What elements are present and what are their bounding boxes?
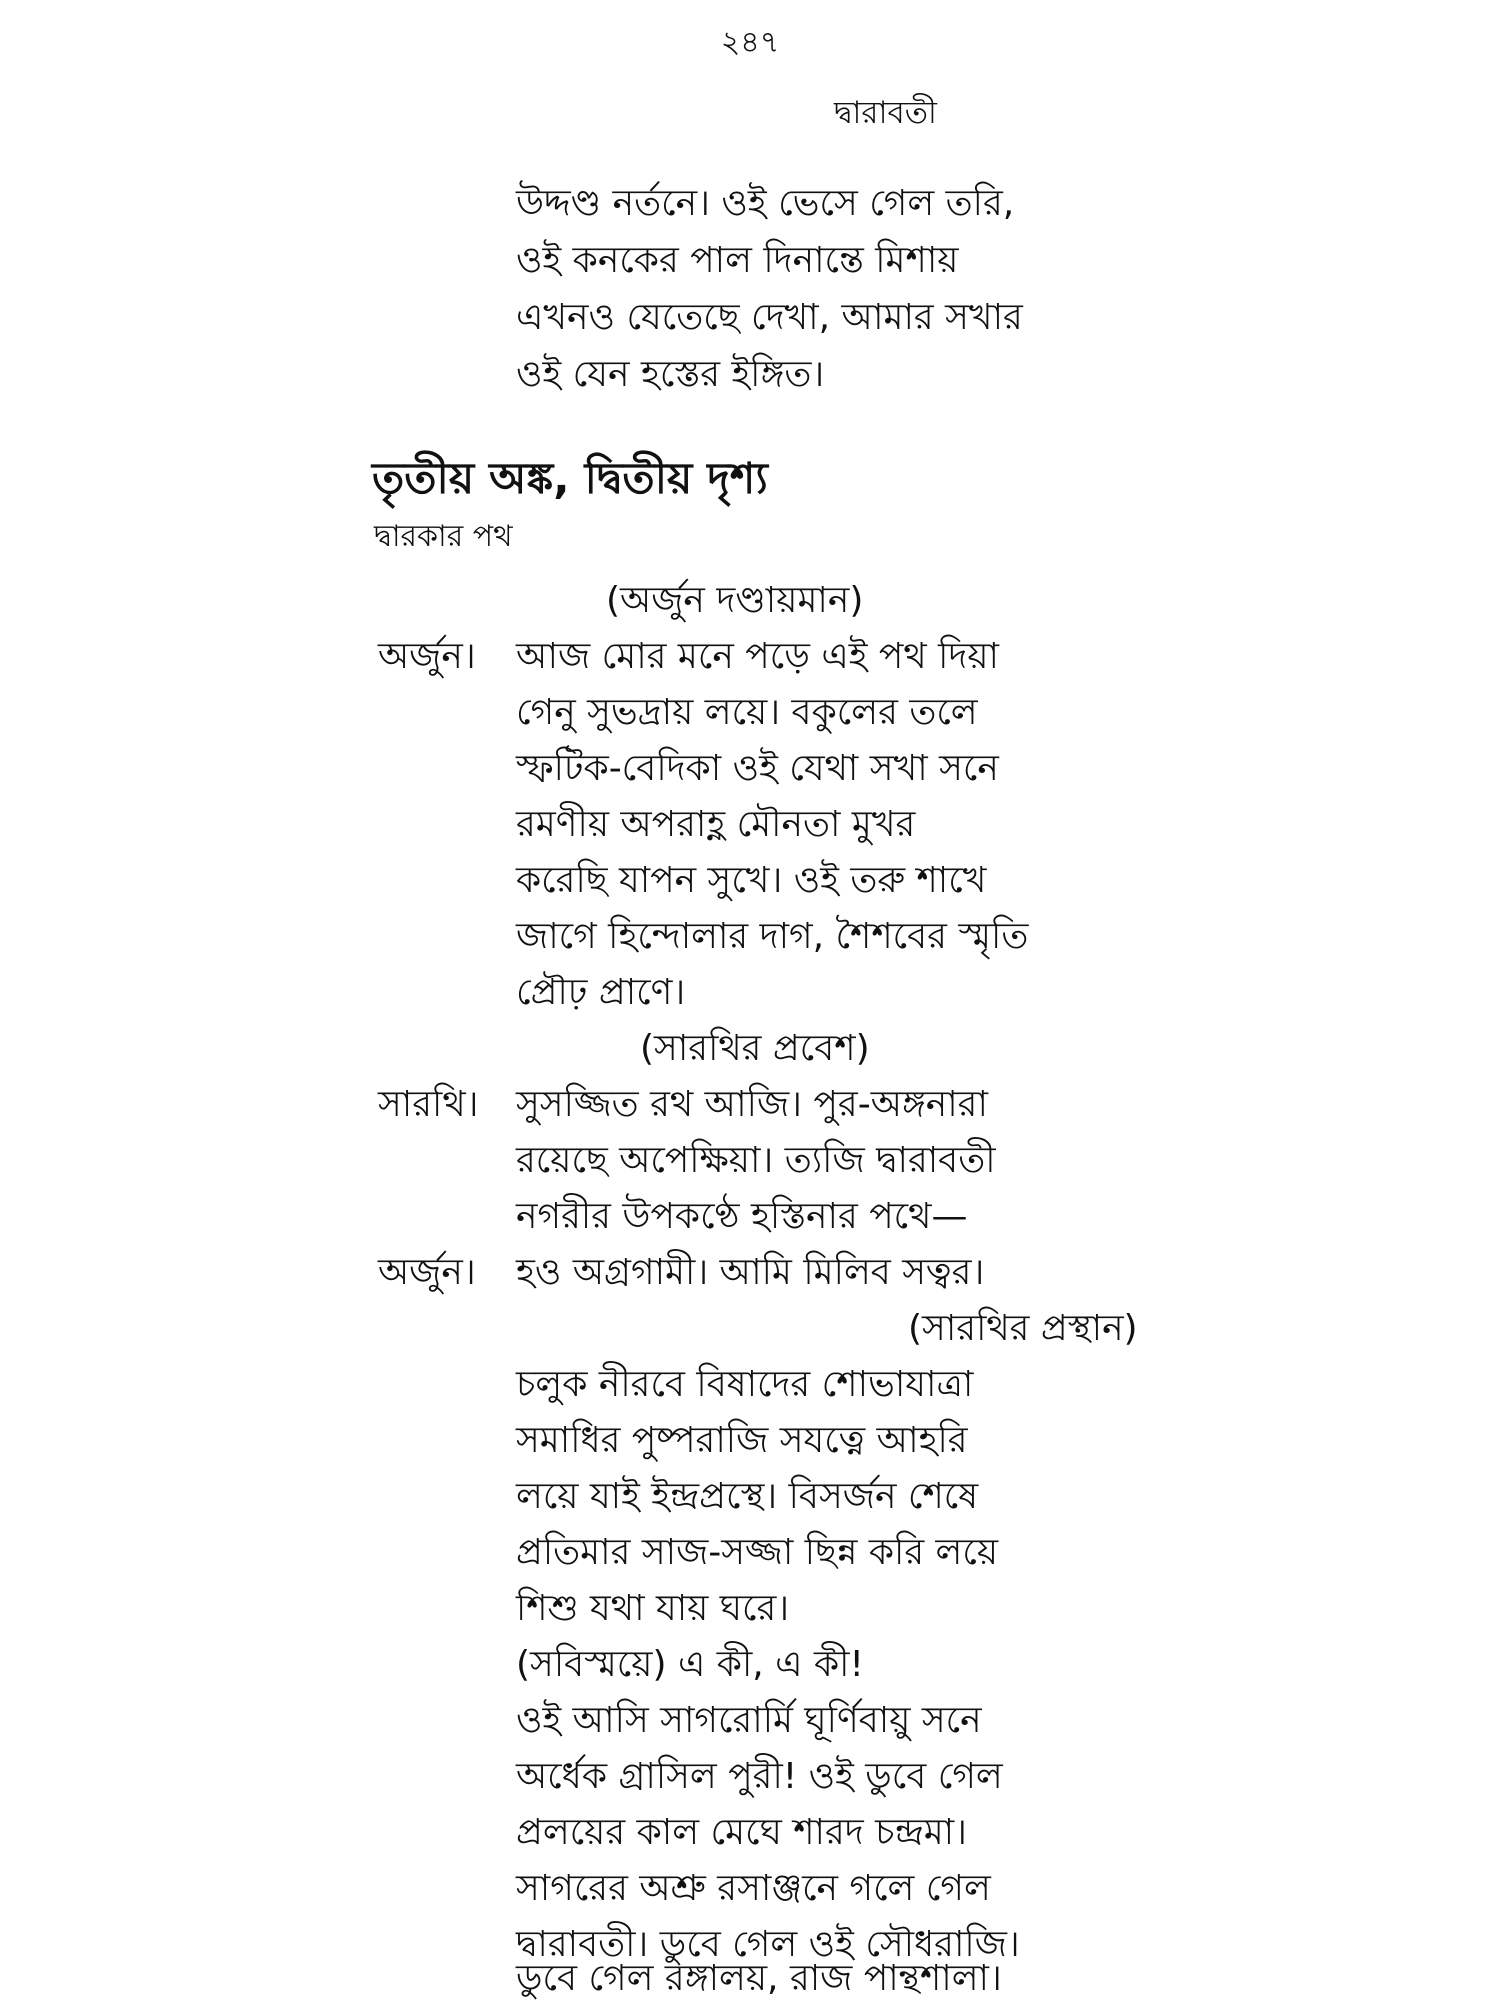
- dialogue-line: জাগে হিন্দোলার দাগ, শৈশবের স্মৃতি: [516, 916, 1029, 957]
- dialogue-line: লয়ে যাই ইন্দ্রপ্রস্থে। বিসর্জন শেষে: [516, 1476, 979, 1517]
- dialogue-line: চলুক নীরবে বিষাদের শোভাযাত্রা: [516, 1364, 974, 1405]
- opening-line: ওই যেন হস্তের ইঙ্গিত।: [516, 354, 825, 395]
- speaker-name: অর্জুন।: [378, 1252, 476, 1293]
- dialogue-line: (সবিস্ময়ে) এ কী, এ কী!: [516, 1644, 864, 1685]
- dialogue-line: স্ফটিক-বেদিকা ওই যেথা সখা সনে: [516, 748, 999, 789]
- dialogue-line: হও অগ্রগামী। আমি মিলিব সত্বর।: [516, 1252, 985, 1293]
- stage-direction: (সারথির প্রবেশ): [640, 1028, 870, 1069]
- dialogue-line: প্রৌঢ় প্রাণে।: [516, 972, 686, 1013]
- dialogue-line: প্রলয়ের কাল মেঘে শারদ চন্দ্রমা।: [516, 1812, 967, 1853]
- dialogue-line: প্রতিমার সাজ-সজ্জা ছিন্ন করি লয়ে: [516, 1532, 999, 1573]
- dialogue-line: সমাধির পুষ্পরাজি সযত্নে আহরি: [516, 1420, 968, 1461]
- opening-line: ওই কনকের পাল দিনান্তে মিশায়: [516, 240, 959, 281]
- dialogue-line: গেনু সুভদ্রায় লয়ে। বকুলের তলে: [516, 692, 978, 733]
- dialogue-line: সুসজ্জিত রথ আজি। পুর-অঙ্গনারা: [516, 1084, 988, 1125]
- opening-line: এখনও যেতেছে দেখা, আমার সখার: [516, 297, 1023, 338]
- dialogue-line: দ্বারাবতী। ডুবে গেল ওই সৌধরাজি।: [516, 1924, 1020, 1965]
- dialogue-line: নগরীর উপকণ্ঠে হস্তিনার পথে—: [516, 1196, 968, 1237]
- scene-title: তৃতীয় অঙ্ক, দ্বিতীয় দৃশ্য: [372, 454, 768, 504]
- dialogue-line: ওই আসি সাগরোর্মি ঘূর্ণিবায়ু সনে: [516, 1700, 982, 1741]
- speaker-name: সারথি।: [378, 1084, 479, 1125]
- dialogue-line: অর্ধেক গ্রাসিল পুরী! ওই ডুবে গেল: [516, 1756, 1003, 1797]
- opening-line: উদ্দণ্ড নর্তনে। ওই ভেসে গেল তরি,: [516, 183, 1015, 224]
- dialogue-line: রমণীয় অপরাহ্ণ মৌনতা মুখর: [516, 804, 916, 845]
- dialogue-line: আজ মোর মনে পড়ে এই পথ দিয়া: [516, 636, 999, 677]
- dialogue-line: সাগরের অশ্রু রসাঞ্জনে গলে গেল: [516, 1868, 991, 1909]
- scene-place: দ্বারকার পথ: [374, 519, 513, 554]
- speaker-name: অর্জুন।: [378, 636, 476, 677]
- stage-direction: (অর্জুন দণ্ডায়মান): [606, 580, 864, 621]
- dialogue-line: শিশু যথা যায় ঘরে।: [516, 1588, 790, 1629]
- dialogue-line: রয়েছে অপেক্ষিয়া। ত্যজি দ্বারাবতী: [516, 1140, 996, 1181]
- page-number: ২৪৭: [720, 25, 780, 60]
- dialogue-line: ডুবে গেল রঙ্গালয়, রাজ পান্থশালা।: [516, 1958, 1002, 1999]
- stage-direction: (সারথির প্রস্থান): [908, 1308, 1138, 1349]
- running-header: দ্বারাবতী: [834, 95, 937, 131]
- dialogue-line: করেছি যাপন সুখে। ওই তরু শাখে: [516, 860, 987, 901]
